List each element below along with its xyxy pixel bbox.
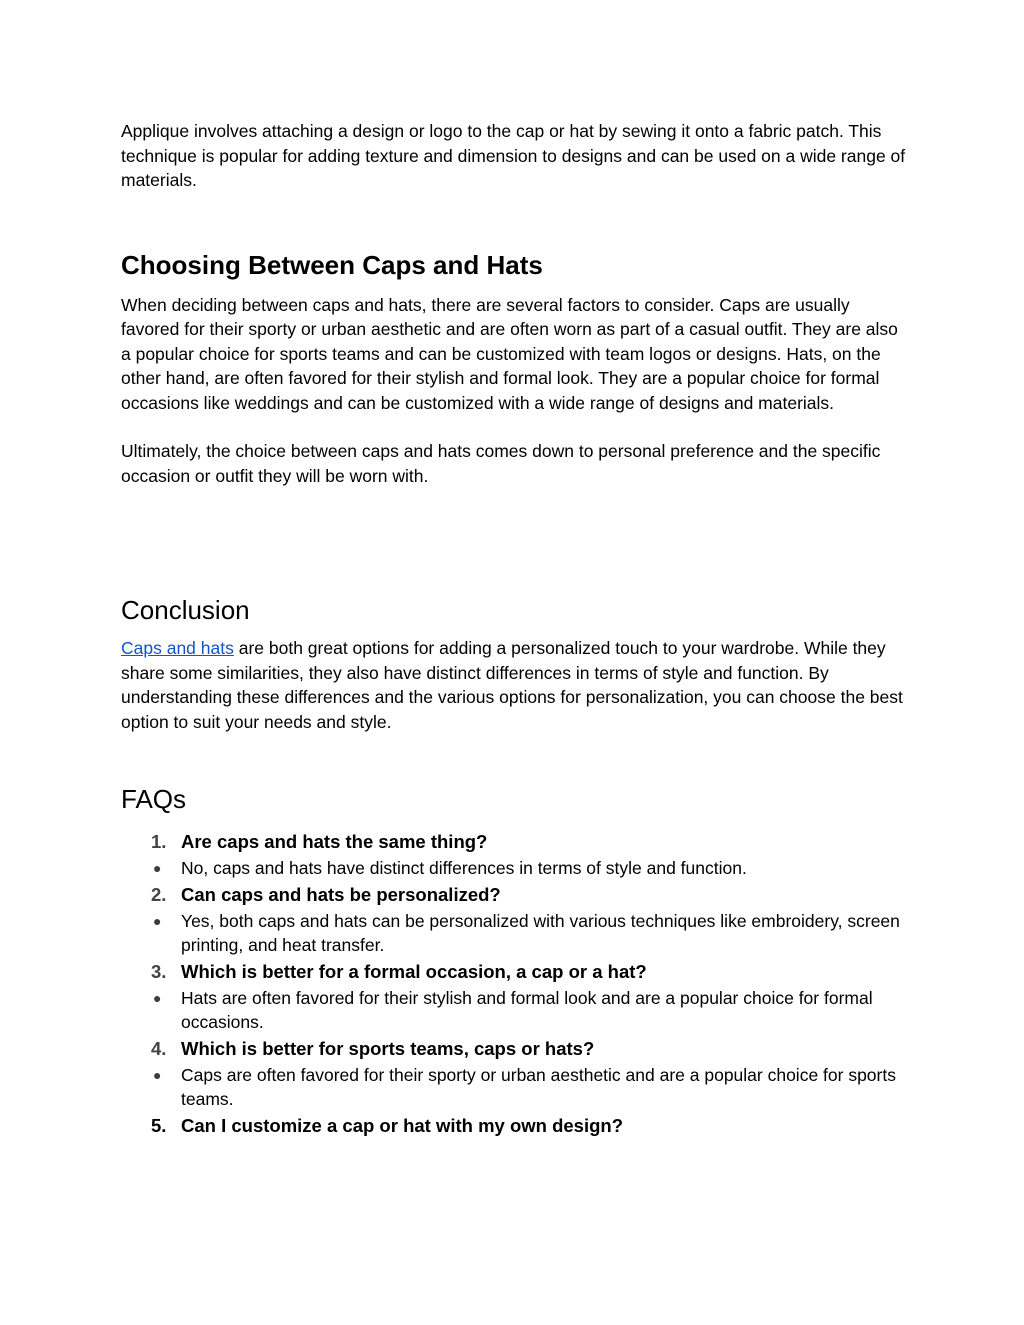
faq-number-1: 1. [151,831,167,852]
faq-question-text: Which is better for a formal occasion, a cap or a hat? [181,960,647,982]
faq-list [121,828,911,1140]
faq-question-text: Can I customize a cap or hat with my own design? [181,1114,624,1136]
bullet-icon: ● [153,989,162,1006]
bullet-icon: ● [153,1066,162,1083]
faq-answer-4 [121,1063,911,1112]
bullet-icon: ● [153,912,162,929]
choosing-paragraph-2: Ultimately, the choice between caps and hats comes down to personal preference and the specific occasion or outfit they will be worn with. [121,441,881,486]
faq-number-3: 3. [151,960,167,982]
faq-question-text: Are caps and hats the same thing? [181,831,488,852]
faq-question-4 [121,1035,911,1063]
faq-question-1 [121,828,911,856]
faq-number-2: 2. [151,883,167,905]
faq-answer-2 [121,909,911,958]
faq-question-text: Can caps and hats be personalized? [181,883,501,905]
document-page [121,119,911,1140]
choosing-heading: Choosing Between Caps and Hats [121,249,543,280]
choosing-paragraph-1: When deciding between caps and hats, there are several factors to consider. Caps are usually favored for their sporty or urban aesthetic and are often worn as part of a casual outfit. They are also a popular choice for sports teams and can be customized with team logos or designs. Hats, on the other hand, are often favored for their stylish and formal look. They are a popular choice for formal occasions like weddings and can be customized with a wide range of designs and materials. [121,294,898,413]
conclusion-paragraph [121,636,911,734]
conclusion-heading: Conclusion [121,595,250,625]
faq-question-5 [121,1112,911,1140]
faq-number-4: 4. [151,1037,167,1059]
faq-answer-text: Hats are often favored for their stylish and formal look and are a popular choice for formal occasions. [181,987,873,1032]
faq-answer-text: Caps are often favored for their sporty or urban aesthetic and are a popular choice for sports teams. [181,1064,896,1109]
faq-number-5: 5. [151,1114,167,1136]
caps-and-hats-link[interactable]: Caps and hats [121,638,234,658]
faq-question-text: Which is better for sports teams, caps or hats? [181,1037,595,1059]
bullet-icon: ● [153,860,162,876]
faq-answer-3 [121,986,911,1035]
faq-answer-text: Yes, both caps and hats can be personalized with various techniques like embroidery, screen printing, and heat transfer. [181,910,900,955]
applique-paragraph: Applique involves attaching a design or logo to the cap or hat by sewing it onto a fabric patch. This technique is popular for adding texture and dimension to designs and can be used on a wide range of materials. [121,121,906,190]
conclusion-paragraph-text: are both great options for adding a personalized touch to your wardrobe. While they share some similarities, they also have distinct differences in terms of style and function. By understanding these differences and the various options for personalization, you can choose the best option to suit your needs and style. [121,638,903,732]
faq-question-3 [121,958,911,986]
faq-answer-1 [121,856,911,881]
faqs-heading: FAQs [121,784,187,814]
faq-answer-text: No, caps and hats have distinct differences in terms of style and function. [181,858,747,878]
faq-question-2 [121,881,911,909]
